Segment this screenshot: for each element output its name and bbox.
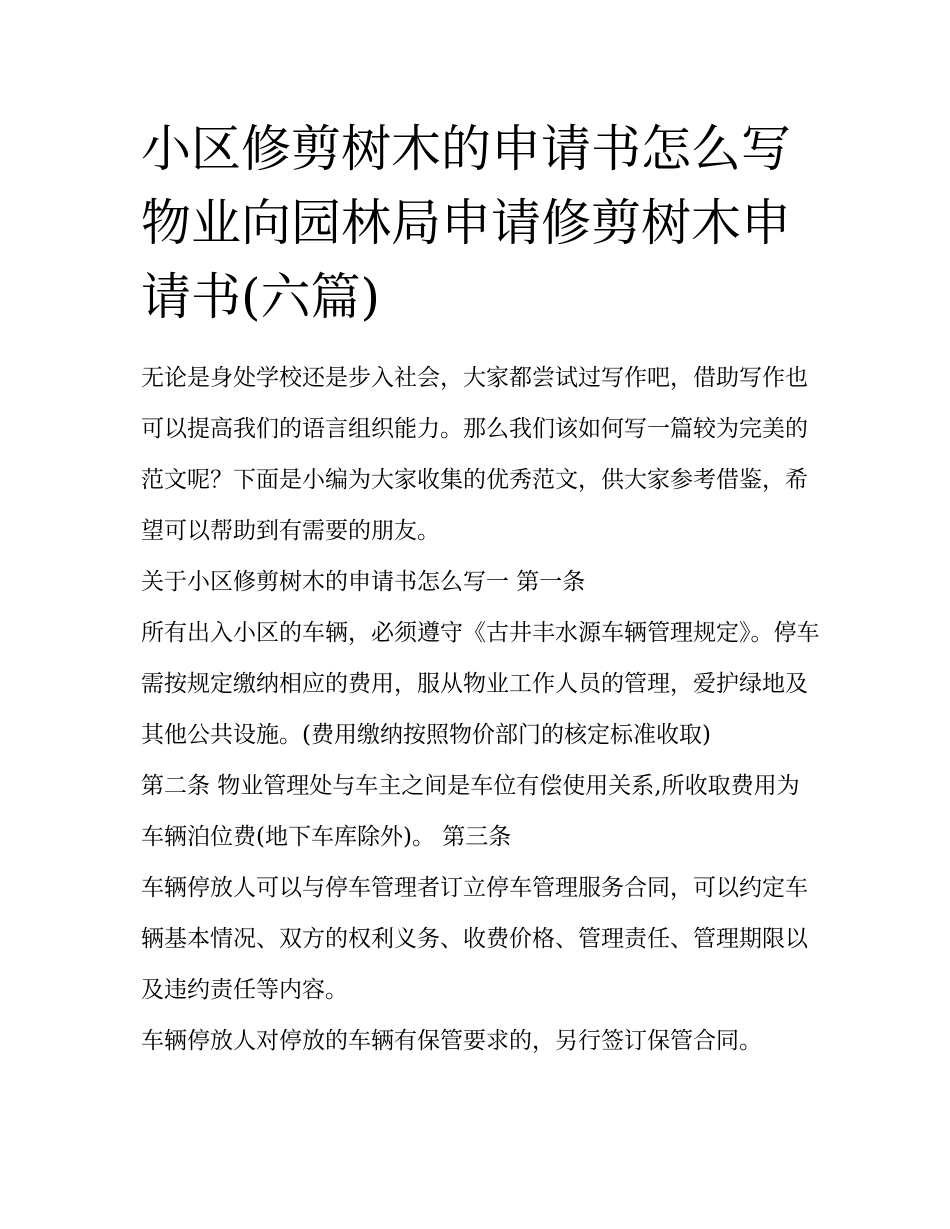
intro-paragraph: 无论是身处学校还是步入社会，大家都尝试过写作吧，借助写作也可以提高我们的语言组织能力。那么我们该如何写一篇较为完美的范文呢？下面是小编为大家收集的优秀范文，供大家参考借鉴，希望可以帮助到有需要的朋友。: [141, 365, 808, 544]
document-body: [141, 353, 821, 1067]
storage-contract-paragraph: 车辆停放人对停放的车辆有保管要求的，另行签订保管合同。: [141, 1028, 762, 1054]
article-3-paragraph: 车辆停放人可以与停车管理者订立停车管理服务合同，可以约定车辆基本情况、双方的权利义务、收费价格、管理责任、管理期限以及违约责任等内容。: [141, 875, 808, 1003]
section-heading: 关于小区修剪树木的申请书怎么写一 第一条: [141, 569, 586, 595]
document-title: 小区修剪树木的申请书怎么写物业向园林局申请修剪树木申请书(六篇): [141, 120, 791, 326]
article-1-paragraph: 所有出入小区的车辆，必须遵守《古井丰水源车辆管理规定》。停车需按规定缴纳相应的费用，服从物业工作人员的管理，爱护绿地及其他公共设施。(费用缴纳按照物价部门的核定标准收取): [141, 620, 820, 748]
article-2-paragraph: 第二条 物业管理处与车主之间是车位有偿使用关系,所收取费用为车辆泊位费(地下车库除外)。 第三条: [141, 773, 800, 850]
